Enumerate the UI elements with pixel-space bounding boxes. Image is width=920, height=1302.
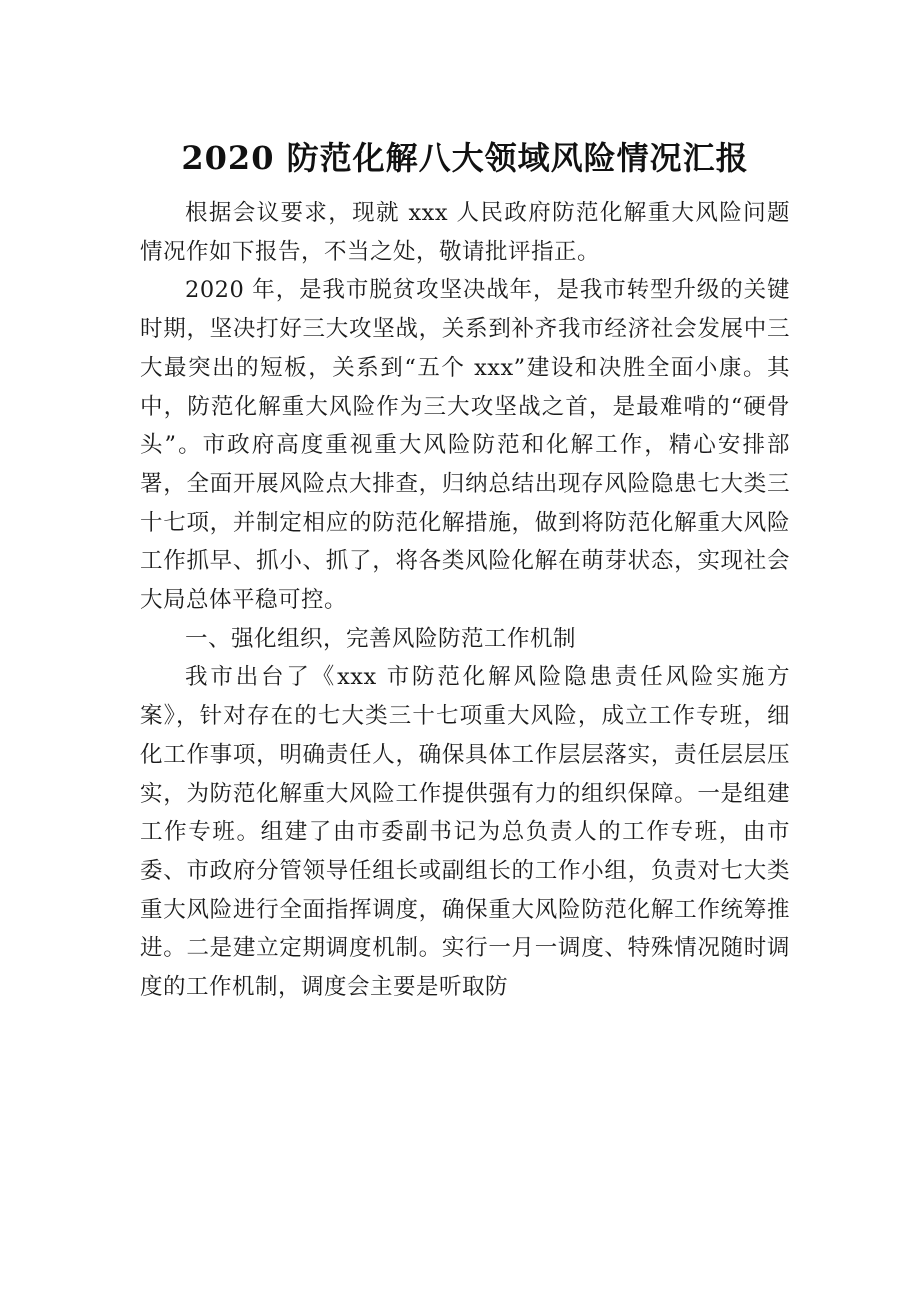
paragraph-section-1: 我市出台了《xxx 市防范化解风险隐患责任风险实施方案》，针对存在的七大类三十七项重大风险，成立工作专班，细化工作事项，明确责任人，确保具体工作层层落实，责任层层压实，为防范化解重大风险工作提供强有力的组织保障。一是组建工作专班。组建了由市委副书记为总负责人的工作专班，由市委、市政府分管领导任组长或副组长的工作小组，负责对七大类重大风险进行全面指挥调度，确保重大风险防范化解工作统筹推进。二是建立定期调度机制。实行一月一调度、特殊情况随时调度的工作机制，调度会主要是听取防 <box>140 664 790 1001</box>
section-heading-1: 一、强化组织，完善风险防范工作机制 <box>185 625 577 652</box>
document-title: 2020 防范化解八大领域风险情况汇报 <box>181 139 749 177</box>
paragraph-intro: 根据会议要求，现就 xxx 人民政府防范化解重大风险问题情况作如下报告，不当之处，敬请批评指正。 <box>140 200 790 265</box>
paragraph-background: 2020 年，是我市脱贫攻坚决战年，是我市转型升级的关键时期，坚决打好三大攻坚战，关系到补齐我市经济社会发展中三大最突出的短板，关系到“五个 xxx”建设和决胜全面小康。其中，防范化解重大风险作为三大攻坚战之首，是最难啃的“硬骨头”。市政府高度重视重大风险防范和化解工作，精心安排部署，全面开展风险点大排查，归纳总结出现存风险隐患七大类三十七项，并制定相应的防范化解措施，做到将防范化解重大风险工作抓早、抓小、抓了，将各类风险化解在萌芽状态，实现社会大局总体平稳可控。 <box>140 277 790 614</box>
